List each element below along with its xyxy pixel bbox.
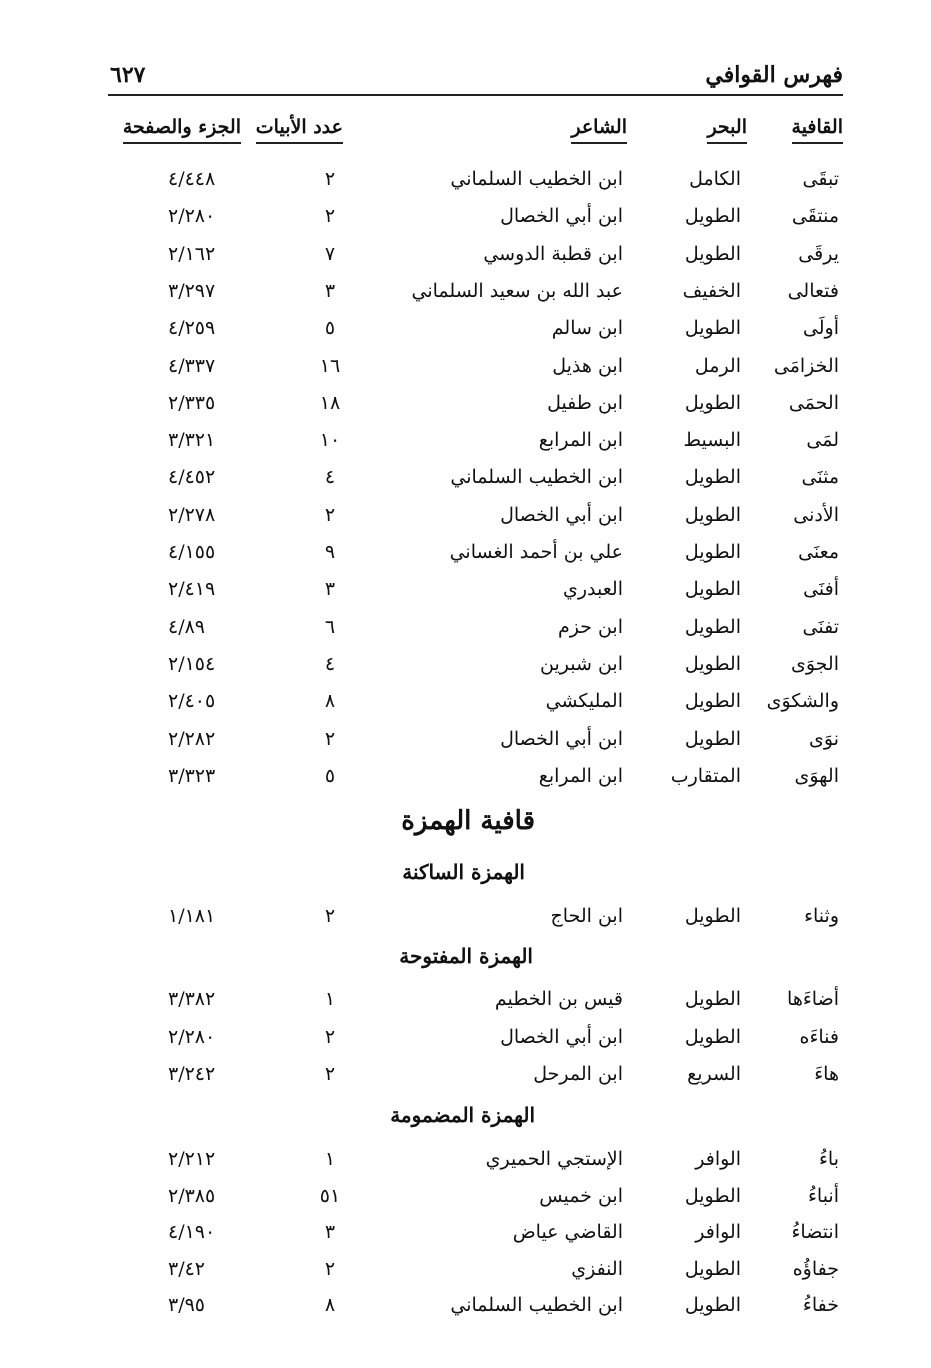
- meter: الطويل: [684, 615, 741, 638]
- poet: النفزي: [571, 1257, 623, 1280]
- volume-page: ٣/٣٨٢: [168, 988, 216, 1010]
- rhyme-word: مثنَى: [801, 466, 839, 489]
- volume-page: ٤/٤٥٢: [168, 466, 216, 489]
- meter: الطويل: [684, 1257, 741, 1280]
- meter: المتقارب: [670, 764, 741, 787]
- poet: ابن أبي الخصال: [500, 503, 623, 526]
- verse-count: ٦: [324, 615, 336, 638]
- index-row: [0, 988, 931, 1024]
- index-row: [0, 504, 931, 540]
- page-number: ٦٢٧: [110, 62, 146, 88]
- index-row: [0, 578, 931, 614]
- verse-count: ٢: [324, 1257, 336, 1280]
- poet: العبدري: [563, 578, 623, 601]
- poet: ابن الخطيب السلماني: [450, 466, 623, 489]
- volume-page: ٢/٢٧٨: [168, 503, 216, 526]
- rhyme-word: الأدنى: [793, 503, 839, 526]
- poet: ابن خميس: [539, 1184, 623, 1207]
- index-row: [0, 728, 931, 764]
- meter: الرمل: [694, 354, 741, 377]
- meter: الطويل: [684, 541, 741, 563]
- index-row: [0, 168, 931, 204]
- index-row: [0, 429, 931, 465]
- volume-page: ٣/٩٥: [168, 1294, 206, 1316]
- rhyme-word: تبقَى: [802, 168, 839, 190]
- meter: الطويل: [684, 1025, 741, 1048]
- volume-page: ٢/٢١٢: [168, 1148, 216, 1170]
- poet: علي بن أحمد الغساني: [449, 541, 623, 563]
- poet: المليكشي: [545, 690, 623, 713]
- verse-count: ١٨: [319, 391, 341, 414]
- rhyme-word: الخزامَى: [773, 354, 839, 377]
- index-row: [0, 1258, 931, 1294]
- volume-page: ٤/١٥٥: [168, 541, 216, 563]
- poet: عبد الله بن سعيد السلماني: [411, 279, 623, 302]
- poet: ابن الخطيب السلماني: [450, 168, 623, 190]
- poet: ابن شبرين: [540, 652, 623, 675]
- poet: قيس بن الخطيم: [494, 988, 623, 1010]
- meter: الطويل: [684, 1294, 741, 1316]
- rhyme-word: يرقَى: [798, 242, 839, 265]
- poet: القاضي عياض: [512, 1221, 623, 1243]
- meter: البسيط: [683, 429, 741, 452]
- rhyme-word: والشكوَى: [766, 690, 839, 713]
- poet: ابن سالم: [551, 317, 623, 340]
- meter: الطويل: [684, 205, 741, 228]
- rhyme-word: تفنَى: [802, 615, 839, 638]
- index-row: [0, 653, 931, 689]
- verse-count: ٢: [324, 205, 336, 228]
- index-row: [0, 765, 931, 801]
- volume-page: ٢/٤١٩: [168, 578, 216, 601]
- volume-page: ٢/٤٠٥: [168, 690, 216, 713]
- verse-count: ٥: [324, 317, 336, 340]
- poet: ابن حزم: [557, 615, 623, 638]
- index-row: [0, 1063, 931, 1099]
- rhyme-word: جفاؤُه: [792, 1257, 839, 1280]
- index-row: [0, 466, 931, 502]
- volume-page: ٢/١٦٢: [168, 242, 216, 265]
- volume-page: ٢/٣٨٥: [168, 1184, 216, 1207]
- column-header-bahr: البحر: [707, 116, 747, 144]
- verse-count: ٤: [324, 652, 336, 675]
- index-row: [0, 243, 931, 279]
- rhyme-word: هاءَ: [814, 1063, 839, 1085]
- index-row: [0, 1294, 931, 1330]
- verse-count: ٩: [324, 541, 336, 563]
- rhyme-word: باءُ: [818, 1148, 839, 1170]
- index-row: [0, 905, 931, 941]
- index-row: [0, 355, 931, 391]
- meter: الوافر: [695, 1221, 741, 1243]
- subsection-hamza-sakina: الهمزة الساكنة: [402, 860, 525, 884]
- volume-page: ٣/٣٢٣: [168, 764, 216, 787]
- verse-count: ٥١: [319, 1184, 341, 1207]
- meter: الطويل: [684, 988, 741, 1010]
- index-row: [0, 541, 931, 577]
- rhyme-word: منتقَى: [791, 205, 839, 228]
- index-row: [0, 1221, 931, 1257]
- meter: الطويل: [684, 727, 741, 750]
- rhyme-word: لمَى: [806, 429, 839, 452]
- running-title: فهرس القوافي: [705, 62, 843, 88]
- meter: الطويل: [684, 578, 741, 601]
- poet: ابن هذيل: [552, 354, 623, 377]
- verse-count: ٣: [324, 1221, 336, 1243]
- poet: الإستجي الحميري: [485, 1148, 623, 1170]
- volume-page: ٤/٢٥٩: [168, 317, 216, 340]
- verse-count: ٢: [324, 503, 336, 526]
- verse-count: ٨: [324, 690, 336, 713]
- volume-page: ٢/٢٨٢: [168, 727, 216, 750]
- volume-page: ٣/٣٢١: [168, 429, 216, 452]
- verse-count: ١٦: [319, 354, 341, 377]
- index-row: [0, 317, 931, 353]
- rhyme-word: أفنَى: [803, 578, 839, 601]
- poet: ابن قطبة الدوسي: [483, 242, 623, 265]
- rhyme-word: الجوَى: [790, 652, 839, 675]
- meter: الطويل: [684, 690, 741, 713]
- meter: الطويل: [684, 503, 741, 526]
- poet: ابن المرابع: [538, 429, 623, 452]
- volume-page: ١/١٨١: [168, 905, 216, 927]
- subsection-hamza-madmuma: الهمزة المضمومة: [390, 1103, 535, 1127]
- verse-count: ٣: [324, 578, 336, 601]
- column-header-shaer: الشاعر: [571, 116, 627, 144]
- index-row: [0, 690, 931, 726]
- verse-count: ٥: [324, 764, 336, 787]
- meter: الطويل: [684, 242, 741, 265]
- poet: ابن الخطيب السلماني: [450, 1294, 623, 1316]
- meter: الطويل: [684, 1184, 741, 1207]
- verse-count: ١: [324, 1148, 336, 1170]
- volume-page: ٤/٨٩: [168, 615, 206, 638]
- verse-count: ١: [324, 988, 336, 1010]
- rhyme-word: فناءَه: [799, 1025, 839, 1048]
- verse-count: ١٠: [319, 429, 341, 452]
- poet: ابن أبي الخصال: [500, 205, 623, 228]
- verse-count: ٧: [324, 242, 336, 265]
- rhyme-word: أولَى: [802, 317, 839, 340]
- section-title-hamza: قافية الهمزة: [401, 806, 535, 836]
- column-header-qafiya: القافية: [792, 116, 843, 144]
- rhyme-word: نوَى: [809, 727, 839, 750]
- volume-page: ٤/١٩٠: [168, 1221, 216, 1243]
- meter: الخفيف: [682, 279, 741, 302]
- rhyme-word: معنَى: [798, 541, 839, 563]
- column-header-volume-page: الجزء والصفحة: [123, 116, 241, 144]
- rhyme-word: الحمَى: [788, 391, 839, 414]
- poet: ابن المرحل: [533, 1063, 623, 1085]
- volume-page: ٤/٤٤٨: [168, 168, 216, 190]
- volume-page: ٢/٢٨٠: [168, 205, 216, 228]
- volume-page: ٣/٢٩٧: [168, 279, 216, 302]
- rhyme-word: أضاءَها: [787, 988, 839, 1010]
- volume-page: ٢/٣٣٥: [168, 391, 216, 414]
- header-rule: [108, 94, 843, 96]
- rhyme-word: خفاءُ: [802, 1294, 839, 1316]
- meter: الوافر: [695, 1148, 741, 1170]
- verse-count: ٢: [324, 1025, 336, 1048]
- rhyme-word: أنباءُ: [807, 1184, 839, 1207]
- poet: ابن طفيل: [547, 391, 623, 414]
- verse-count: ٢: [324, 905, 336, 927]
- meter: السريع: [687, 1063, 741, 1085]
- verse-count: ٣: [324, 279, 336, 302]
- rhyme-word: انتضاءُ: [791, 1221, 839, 1243]
- verse-count: ٢: [324, 168, 336, 190]
- rhyme-word: الهوَى: [794, 764, 839, 787]
- index-row: [0, 1185, 931, 1221]
- index-row: [0, 1026, 931, 1062]
- poet: ابن أبي الخصال: [500, 727, 623, 750]
- rhyme-word: فتعالى: [787, 279, 839, 302]
- volume-page: ٣/٤٢: [168, 1257, 206, 1280]
- meter: الطويل: [684, 466, 741, 489]
- poet: ابن الحاج: [550, 905, 623, 927]
- meter: الطويل: [684, 391, 741, 414]
- index-row: [0, 205, 931, 241]
- index-row: [0, 616, 931, 652]
- meter: الطويل: [684, 905, 741, 927]
- rhyme-word: وثناء: [804, 905, 839, 927]
- verse-count: ٢: [324, 727, 336, 750]
- poet: ابن المرابع: [538, 764, 623, 787]
- verse-count: ٤: [324, 466, 336, 489]
- volume-page: ٢/١٥٤: [168, 652, 216, 675]
- volume-page: ٢/٢٨٠: [168, 1025, 216, 1048]
- index-row: [0, 392, 931, 428]
- meter: الطويل: [684, 317, 741, 340]
- meter: الطويل: [684, 652, 741, 675]
- subsection-hamza-maftuha: الهمزة المفتوحة: [399, 944, 533, 968]
- column-header-verse-count: عدد الأبيات: [256, 116, 343, 144]
- poet: ابن أبي الخصال: [500, 1025, 623, 1048]
- volume-page: ٤/٣٣٧: [168, 354, 216, 377]
- verse-count: ٢: [324, 1063, 336, 1085]
- verse-count: ٨: [324, 1294, 336, 1316]
- index-row: [0, 280, 931, 316]
- volume-page: ٣/٢٤٢: [168, 1063, 216, 1085]
- index-row: [0, 1148, 931, 1184]
- meter: الكامل: [689, 168, 741, 190]
